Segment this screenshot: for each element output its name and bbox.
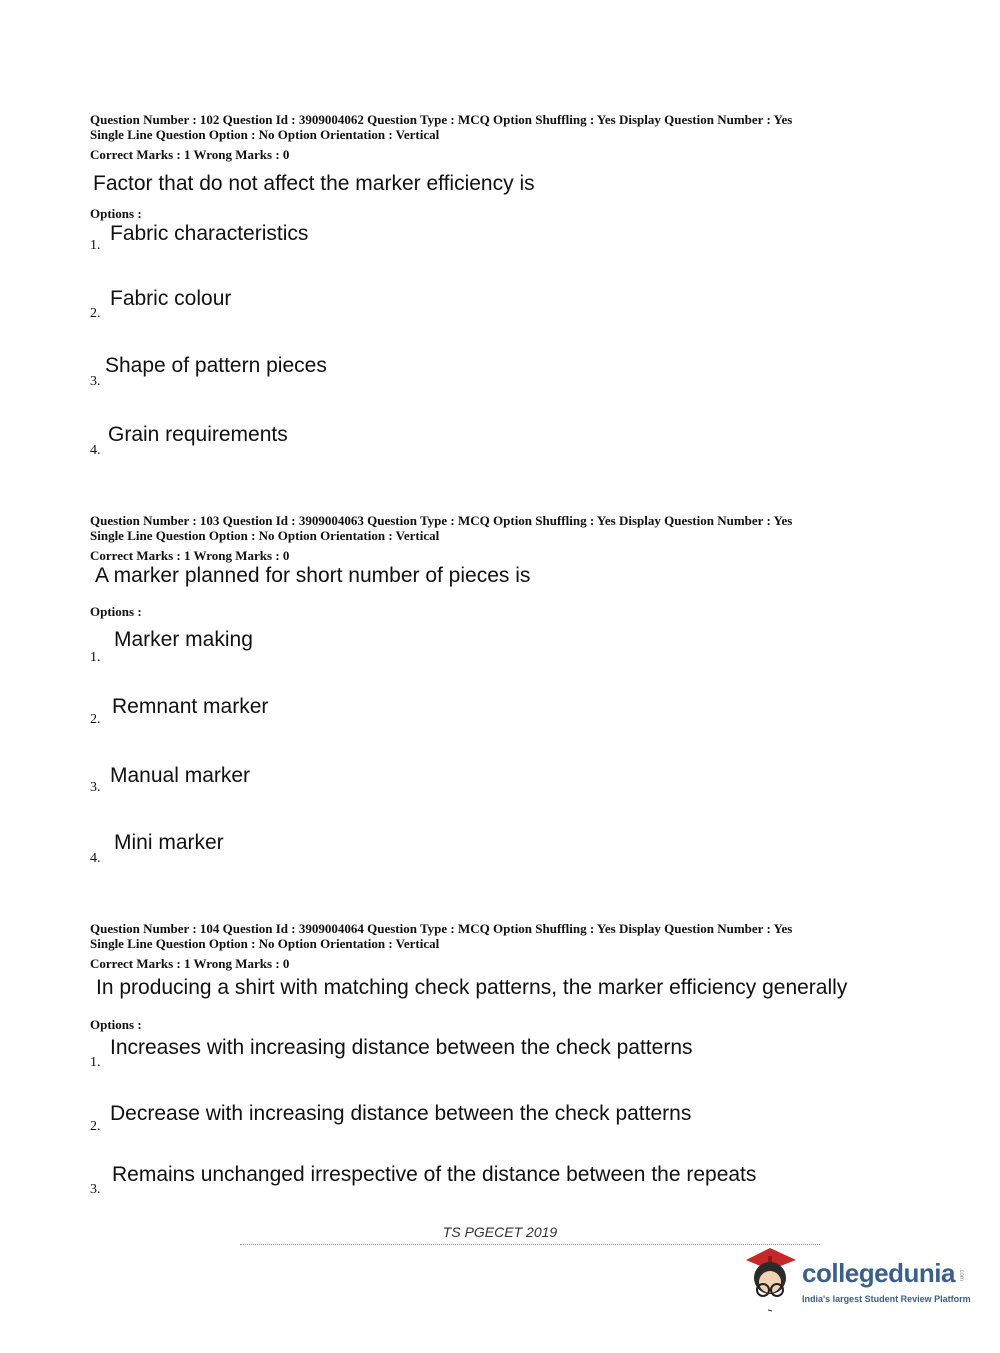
question-marks: Correct Marks : 1 Wrong Marks : 0 [90, 956, 290, 971]
page-footer: TS PGECET 2019 [442, 1224, 558, 1240]
option-text: Grain requirements [108, 423, 288, 446]
question-text: A marker planned for short number of pieces is [95, 564, 531, 587]
option-text: Manual marker [110, 764, 251, 787]
question-meta-line: Question Number : 103 Question Id : 3909004063 Question Type : MCQ Option Shuffling : Yes Display Question Number : Yes [90, 513, 793, 528]
mascot-icon [740, 1244, 800, 1314]
option-text: Mini marker [114, 831, 224, 854]
option-text: Fabric colour [110, 287, 232, 310]
options-label: Options : [90, 1017, 142, 1032]
question-meta-line: Question Number : 102 Question Id : 3909004062 Question Type : MCQ Option Shuffling : Yes Display Question Number : Yes [90, 112, 793, 127]
option-text: Marker making [114, 628, 253, 651]
option-number: 4. [90, 851, 101, 866]
option-number: 3. [90, 374, 101, 389]
option-number: 1. [90, 1055, 101, 1070]
option-number: 3. [90, 780, 101, 795]
option-number: 4. [90, 443, 101, 458]
logo-tagline: India's largest Student Review Platform [802, 1294, 971, 1304]
question-text: Factor that do not affect the marker efficiency is [93, 172, 535, 195]
question-meta-line: Single Line Question Option : No Option Orientation : Vertical [90, 936, 440, 951]
option-number: 3. [90, 1182, 101, 1197]
options-label: Options : [90, 604, 142, 619]
option-number: 1. [90, 650, 101, 665]
option-number: 2. [90, 712, 101, 727]
option-number: 2. [90, 1119, 101, 1134]
question-meta-line: Single Line Question Option : No Option Orientation : Vertical [90, 127, 440, 142]
question-meta-line: Question Number : 104 Question Id : 3909004064 Question Type : MCQ Option Shuffling : Yes Display Question Number : Yes [90, 921, 793, 936]
option-number: 1. [90, 238, 101, 253]
option-number: 2. [90, 306, 101, 321]
option-text: Decrease with increasing distance between the check patterns [110, 1102, 692, 1125]
logo-wordmark: collegedunia [802, 1258, 955, 1288]
footer-divider [240, 1244, 820, 1245]
question-meta-line: Single Line Question Option : No Option Orientation : Vertical [90, 528, 440, 543]
option-text: Shape of pattern pieces [105, 354, 327, 377]
option-text: Remains unchanged irrespective of the distance between the repeats [112, 1163, 757, 1186]
logo-suffix: .com [958, 1268, 964, 1282]
option-text: Fabric characteristics [110, 222, 309, 245]
collegedunia-logo [740, 1244, 970, 1314]
question-text: In producing a shirt with matching check patterns, the marker efficiency generally [96, 976, 848, 999]
question-marks: Correct Marks : 1 Wrong Marks : 0 [90, 147, 290, 162]
option-text: Increases with increasing distance between the check patterns [110, 1036, 693, 1059]
options-label: Options : [90, 206, 142, 221]
option-text: Remnant marker [112, 695, 269, 718]
question-marks: Correct Marks : 1 Wrong Marks : 0 [90, 548, 290, 563]
